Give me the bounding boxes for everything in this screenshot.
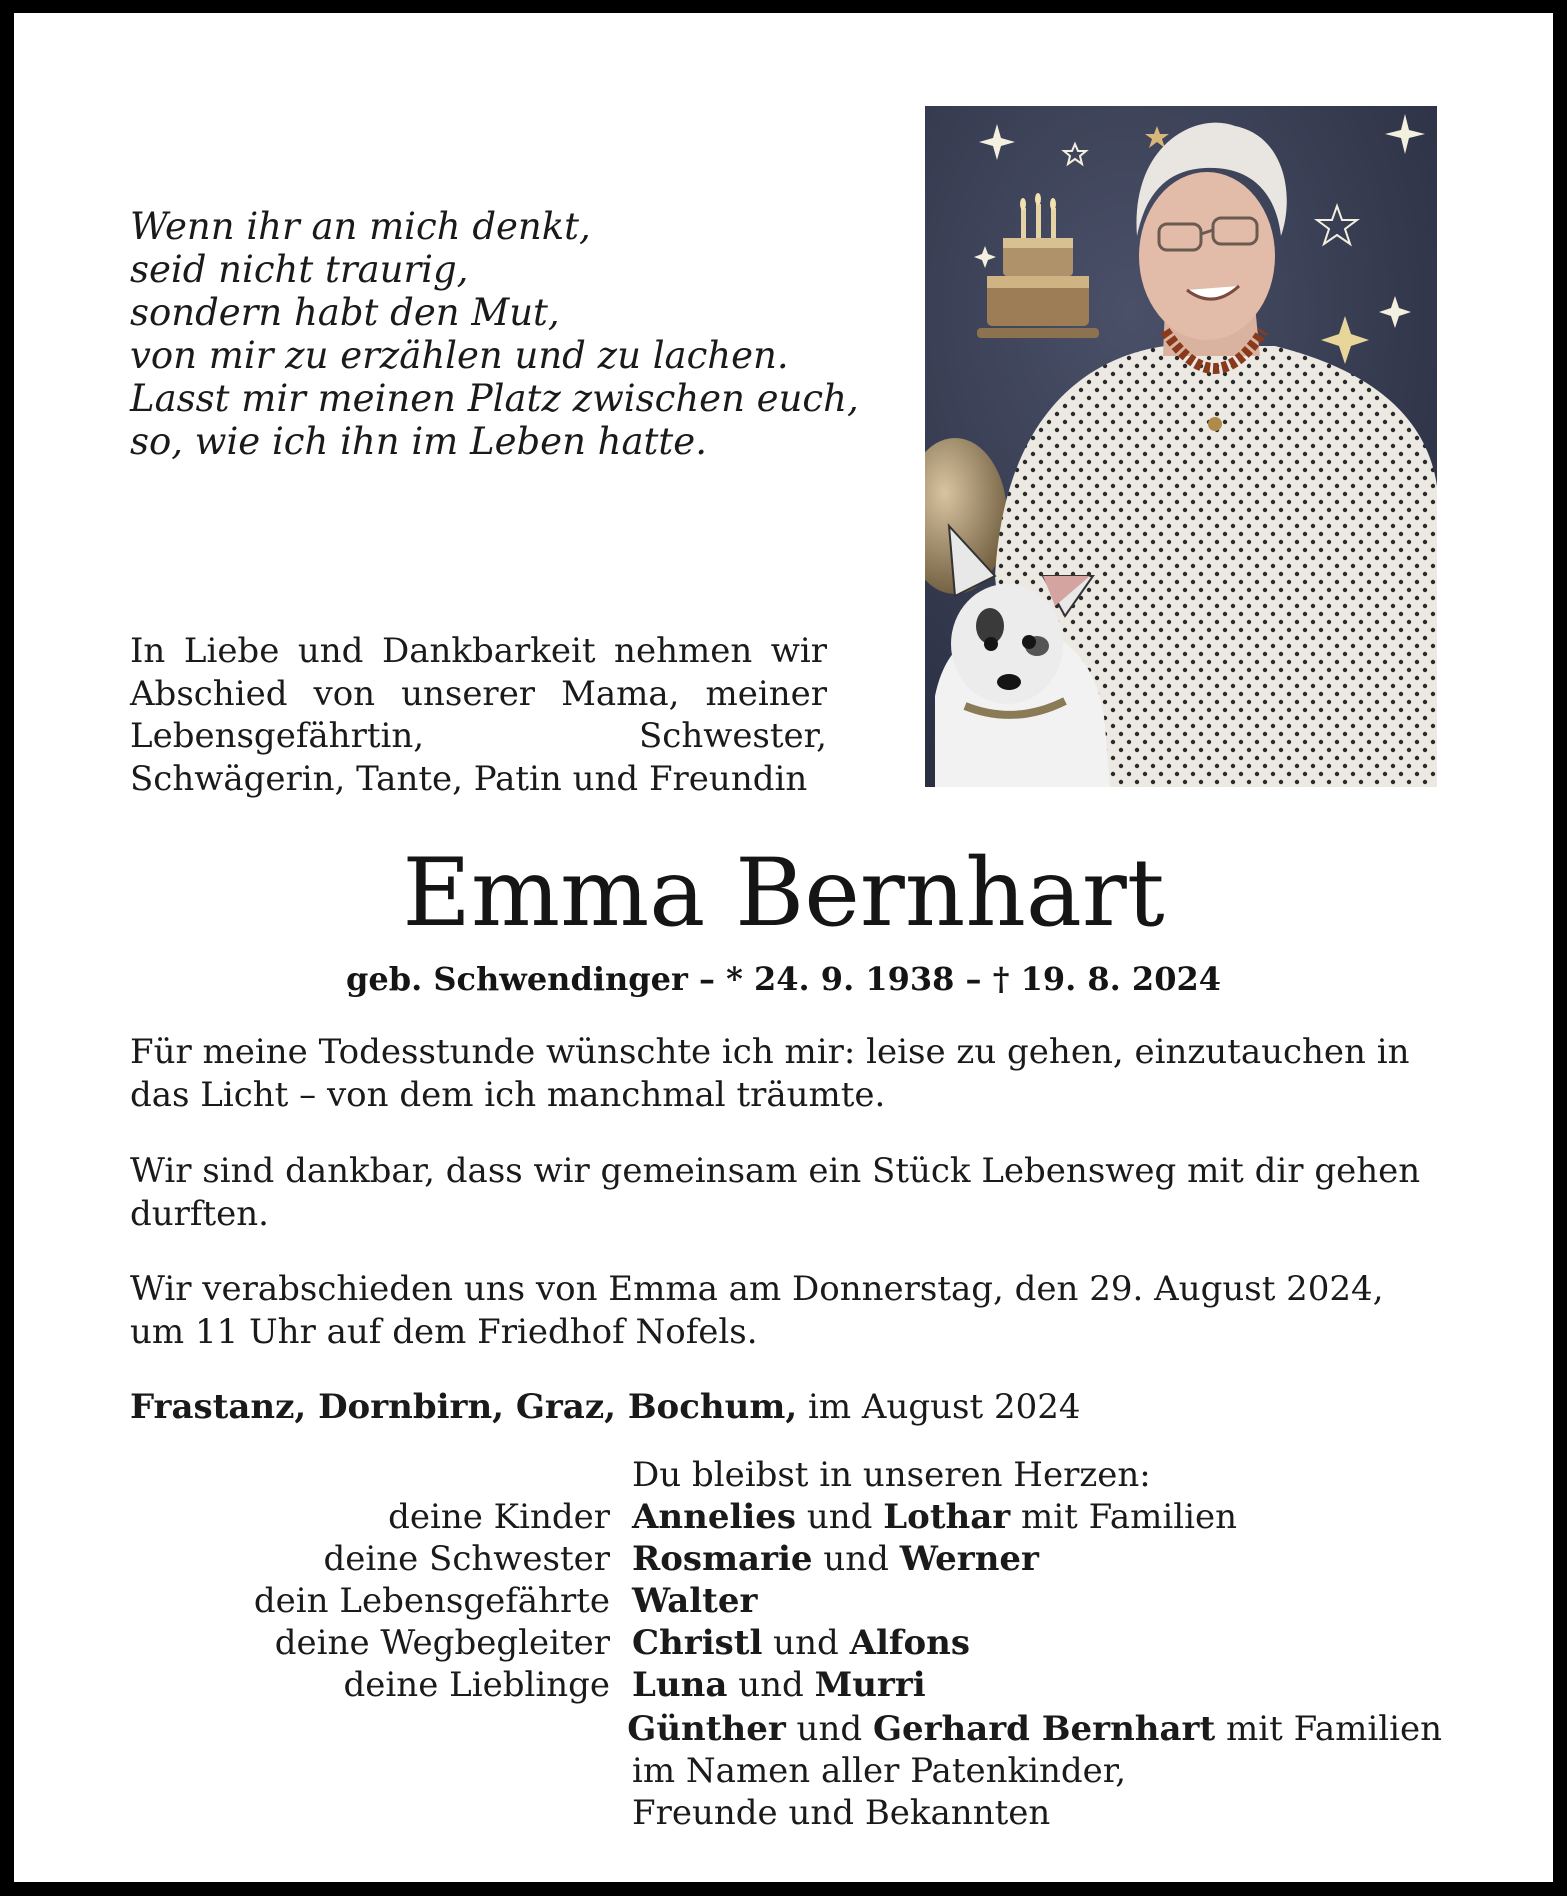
mourner-role: deine Lieblinge — [343, 1665, 610, 1705]
mourner-name: Rosmarie — [632, 1539, 813, 1579]
closing-row — [130, 1750, 1442, 1792]
mourners-list — [130, 1454, 1442, 1834]
mourner-join: und — [762, 1623, 850, 1663]
mourner-name: Lothar — [883, 1497, 1011, 1537]
paragraph-gratitude: Wir sind dankbar, dass wir gemeinsam ein Stück Lebensweg mit dir gehen durften. — [130, 1151, 1421, 1234]
closing-line: im Namen aller Patenkinder, — [632, 1751, 1127, 1791]
intro-text: In Liebe und Dankbarkeit nehmen wir Abschied von unserer Mama, meiner Lebensgefährtin, Schwester, Schwägerin, Tante, Patin und Freundin — [130, 631, 827, 799]
mourner-row — [130, 1538, 1442, 1580]
mourner-names — [632, 1580, 757, 1622]
poem: Wenn ihr an mich denkt, seid nicht traurig, sondern habt den Mut, von mir zu erzählen und zu lachen. Lasst mir meinen Platz zwischen euch, so, wie ich ihn im Leben hatte. — [130, 205, 859, 463]
mourner-role: dein Lebensgefährte — [253, 1581, 610, 1621]
mourner-join: und — [727, 1665, 815, 1705]
closing-row — [130, 1792, 1442, 1834]
place-cities: Frastanz, Dornbirn, Graz, Bochum, — [130, 1387, 798, 1427]
mourner-name: Werner — [899, 1539, 1039, 1579]
closing-row — [130, 1708, 1442, 1750]
mourners-heading: Du bleibst in unseren Herzen: — [632, 1455, 1151, 1495]
deceased-name: Emma Bernhart — [402, 839, 1165, 948]
mourner-names — [632, 1538, 1039, 1580]
mourner-name: Alfons — [849, 1623, 971, 1663]
mourner-role: deine Schwester — [323, 1539, 610, 1579]
mourner-row — [130, 1580, 1442, 1622]
mourner-name: Murri — [814, 1665, 926, 1705]
paragraph-wish: Für meine Todesstunde wünschte ich mir: leise zu gehen, einzutauchen in das Licht – von dem ich manchmal träumte. — [130, 1032, 1410, 1115]
closing-name: Günther — [627, 1709, 786, 1749]
closing-suffix: mit Familien — [1215, 1709, 1442, 1749]
mourner-name: Walter — [632, 1581, 758, 1621]
birth-death-dates: geb. Schwendinger – * 24. 9. 1938 – † 19. 8. 2024 — [346, 960, 1221, 998]
mourner-row — [130, 1496, 1442, 1538]
portrait-image — [925, 106, 1437, 787]
portrait-photo — [925, 106, 1437, 787]
mourner-join: und — [796, 1497, 884, 1537]
closing-name: Gerhard Bernhart — [872, 1709, 1216, 1749]
mourner-name: Annelies — [632, 1497, 797, 1537]
obituary-page — [14, 13, 1553, 1882]
mourner-role: deine Wegbegleiter — [274, 1623, 610, 1663]
mourner-role: deine Kinder — [388, 1497, 610, 1537]
mourner-suffix: mit Familien — [1010, 1497, 1238, 1537]
mourner-join: und — [812, 1539, 900, 1579]
mourner-row — [130, 1664, 1442, 1706]
closing-join: und — [785, 1709, 873, 1749]
paragraph-funeral-details: Wir verabschieden uns von Emma am Donnerstag, den 29. August 2024, um 11 Uhr auf dem Friedhof Nofels. — [130, 1269, 1384, 1352]
place-date: im August 2024 — [797, 1387, 1081, 1427]
mourner-name: Luna — [632, 1665, 728, 1705]
mourner-row — [130, 1622, 1442, 1664]
closing-names — [627, 1708, 1442, 1750]
closing-line: Freunde und Bekannten — [632, 1793, 1051, 1833]
mourner-name: Christl — [632, 1623, 763, 1663]
mourner-names — [632, 1664, 926, 1706]
mourner-names — [632, 1496, 1237, 1538]
place-and-date — [130, 1386, 1080, 1428]
mourner-names — [632, 1622, 970, 1664]
mourners-heading-row — [130, 1454, 1442, 1496]
